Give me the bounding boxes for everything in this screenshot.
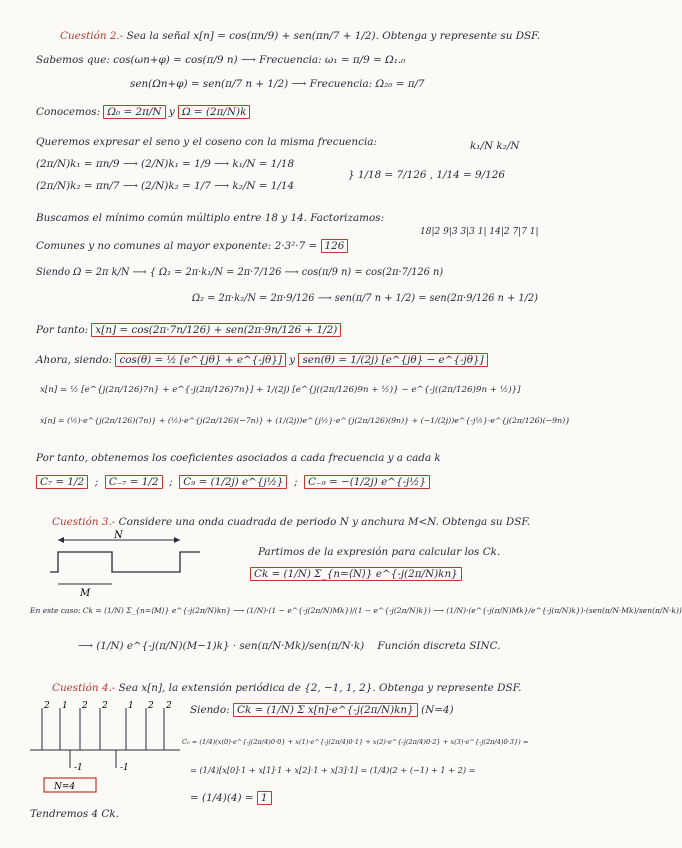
- q2-line-10: Ω₂ = 2π·k₂/N = 2π·9/126 ⟶ sen(π/7 n + 1/2) = sen(2π·9/126 n + 1/2): [192, 293, 538, 304]
- q2-sen-box: sen(θ) = 1/(2j) [e^{jθ} − e^{-jθ}]: [298, 353, 487, 367]
- q3-title: Cuestión 3.-: [52, 516, 116, 528]
- q3-line-3-expr: ⟶ (1/N) e^{-j(π/N)(M−1)k} · sen(π/N·Mk)/sen(π/N·k): [78, 640, 365, 652]
- q4-c0-line-1: C₀ = (1/4)(x(0)·e^{-j(2π/4)0·0} + x(1)·e^{-j(2π/4)0·1} + x(2)·e^{-j(2π/4)0·2} + x(3)·e^{-j(2π/4)0·3}) =: [182, 738, 529, 746]
- q3-ck-box: Ck = (1/N) Σ_{n=⟨N⟩} e^{-j(2π/N)kn}: [250, 567, 462, 581]
- q2-known-box-a: Ω₀ = 2π/N: [103, 105, 165, 119]
- period-label: N: [114, 530, 123, 541]
- width-label: M: [80, 588, 91, 599]
- q3-heading-line: [52, 516, 530, 529]
- q2-line-13: x[n] = ½ [e^{j(2π/126)7n} + e^{-j(2π/126)7n}] + 1/(2j) [e^{j((2π/126)9n + ½)} − e^{-j((2π/126)9n + ½)}]: [40, 385, 521, 395]
- q4-title: Cuestión 4.-: [52, 682, 116, 694]
- square-wave-trace: [50, 552, 200, 572]
- period-arrow-left-head: [58, 537, 64, 543]
- q4-n-eq: (N=4): [421, 704, 454, 716]
- q2-line-2: sen(Ωn+φ) = sen(π/7 n + 1/2) ⟶ Frecuencia: Ω₂₀ = π/7: [130, 78, 425, 90]
- q2-cos-box: cos(θ) = ½ [e^{jθ} + e^{-jθ}]: [115, 353, 286, 367]
- stem-label: 1: [62, 701, 68, 711]
- q2-line-12: [36, 354, 488, 367]
- stem-label: -1: [74, 763, 83, 773]
- q2-coefficients: C₇ = 1/2 ; C₋₇ = 1/2 ; C₉ = (1/2j) e^{j½} ; C₋₉ = −(1/2j) e^{-j½}: [36, 476, 430, 489]
- stem-label: 2: [82, 701, 88, 711]
- q2-title: Cuestión 2.-: [60, 30, 124, 42]
- q2-known-label: Conocemos:: [36, 106, 101, 118]
- stem-label: 1: [128, 701, 134, 711]
- stem-label: -1: [120, 763, 129, 773]
- q2-line-8-text: Comunes y no comunes al mayor exponente: 2·3²·7 =: [36, 240, 318, 252]
- q2-right-top: k₁/N k₂/N: [470, 140, 520, 152]
- stem-plot: [30, 698, 180, 808]
- q2-statement: Sea la señal x[n] = cos(πn/9) + sen(πn/7 + 1/2). Obtenga y represente su DSF.: [126, 30, 541, 42]
- stem-label: 2: [166, 701, 172, 711]
- square-wave-diagram: [50, 530, 220, 600]
- q3-statement: Considere una onda cuadrada de periodo N y anchura M<N. Obtenga su DSF.: [118, 516, 531, 528]
- stem-label: 2: [102, 701, 108, 711]
- q2-line-6: (2π/N)k₂ = πn/7 ⟶ (2/N)k₂ = 1/7 ⟶ k₂/N = 1/14: [36, 180, 295, 192]
- q3-line-3: [78, 640, 501, 653]
- q4-heading-line: [52, 682, 521, 695]
- period-box-label: N=4: [54, 782, 76, 792]
- q2-coef-c7: C₇ = 1/2: [36, 475, 88, 489]
- q2-line-12-label: Ahora, siendo:: [36, 354, 113, 366]
- q2-lcm-box: 126: [321, 239, 349, 253]
- q4-statement: Sea x[n], la extensión periódica de {2, −1, 1, 2}. Obtenga y represente DSF.: [118, 682, 522, 694]
- q2-coef-c9: C₉ = (1/2j) e^{j½}: [179, 475, 287, 489]
- q2-line-5: (2π/N)k₁ = πn/9 ⟶ (2/N)k₁ = 1/9 ⟶ k₁/N = 1/18: [36, 158, 295, 170]
- q2-line-8: [36, 240, 348, 253]
- q4-c0-line-2: = (1/4)[x[0]·1 + x[1]·1 + x[2]·1 + x[3]·1] = (1/4)(2 + (−1) + 1 + 2) =: [190, 765, 476, 775]
- stem-label: 2: [44, 701, 50, 711]
- q2-line-14: x[n] = (½)·e^{j(2π/126)(7n)} + (½)·e^{j(2π/126)(−7n)} + (1/(2j))e^{j½}·e^{j(2π/126)(9n)} + (−1/(2j))e^{-j½}·e^{j(2π/126)(−9n)}: [40, 416, 571, 425]
- q4-tendremos: Tendremos 4 Ck.: [30, 808, 119, 820]
- period-arrow-right-head: [174, 537, 180, 543]
- q2-line-11: [36, 324, 341, 337]
- q4-siendo-line: [190, 704, 454, 717]
- q3-line-3-note: Función discreta SINC.: [377, 640, 501, 652]
- q2-coef-cm7: C₋₇ = 1/2: [105, 475, 163, 489]
- q2-coef-cm9: C₋₉ = −(1/2j) e^{-j½}: [304, 475, 430, 489]
- q3-line-2: En este caso: Ck = (1/N) Σ_{n=⟨M⟩} e^{-j(2π/N)kn} ⟶ (1/N)·(1 − e^{-j(2π/N)Mk})/(1 − e^{-j(2π/N)k}) ⟶ (1/N)·(e^{-j(π/N)Mk}/e^{-j(π/N)k})·(sen(π/N·Mk)/sen(π/N·k)): [30, 606, 682, 615]
- q2-line-56-right: } 1/18 = 7/126 , 1/14 = 9/126: [348, 169, 506, 181]
- q4-siendo: Siendo:: [190, 704, 230, 716]
- q2-line-7: Buscamos el mínimo común múltiplo entre 18 y 14. Factorizamos:: [36, 212, 385, 224]
- q2-xn-box: x[n] = cos(2π·7n/126) + sen(2π·9n/126 + 1/2): [91, 323, 341, 337]
- q4-c0-line-3: [190, 792, 272, 805]
- q2-line-15: Por tanto, obtenemos los coeficientes asociados a cada frecuencia y a cada k: [36, 452, 441, 464]
- q2-known-box-b: Ω = (2π/N)k: [178, 105, 250, 119]
- q2-line-9: Siendo Ω = 2π k/N ⟶ { Ω₁ = 2π·k₁/N = 2π·7/126 ⟶ cos(π/9 n) = cos(2π·7/126 n): [36, 267, 444, 278]
- q3-box-line: [250, 568, 462, 581]
- stem-label: 2: [148, 701, 154, 711]
- q2-line-1: Sabemos que: cos(ωn+φ) = cos(π/9 n) ⟶ Frecuencia: ω₁ = π/9 = Ω₁.₀: [36, 54, 406, 66]
- q2-line-11-label: Por tanto:: [36, 324, 89, 336]
- q2-factorization: 18|2 9|3 3|3 1| 14|2 7|7 1|: [420, 227, 539, 237]
- q2-line-12-y: y: [289, 354, 296, 366]
- q2-known-y: y: [168, 106, 175, 118]
- stem-group: [42, 708, 164, 768]
- q4-c0-line-3-text: = (1/4)(4) =: [190, 792, 254, 804]
- q4-ck-box: Ck = (1/N) Σ x[n]·e^{-j(2π/N)kn}: [233, 703, 418, 717]
- q2-heading-line: [60, 30, 540, 43]
- q3-line-1: Partimos de la expresión para calcular los Ck.: [258, 546, 501, 558]
- q2-line-4: Queremos expresar el seno y el coseno con la misma frecuencia:: [36, 136, 377, 148]
- q4-c0-result-box: 1: [257, 791, 272, 805]
- q2-known-line: [36, 106, 250, 119]
